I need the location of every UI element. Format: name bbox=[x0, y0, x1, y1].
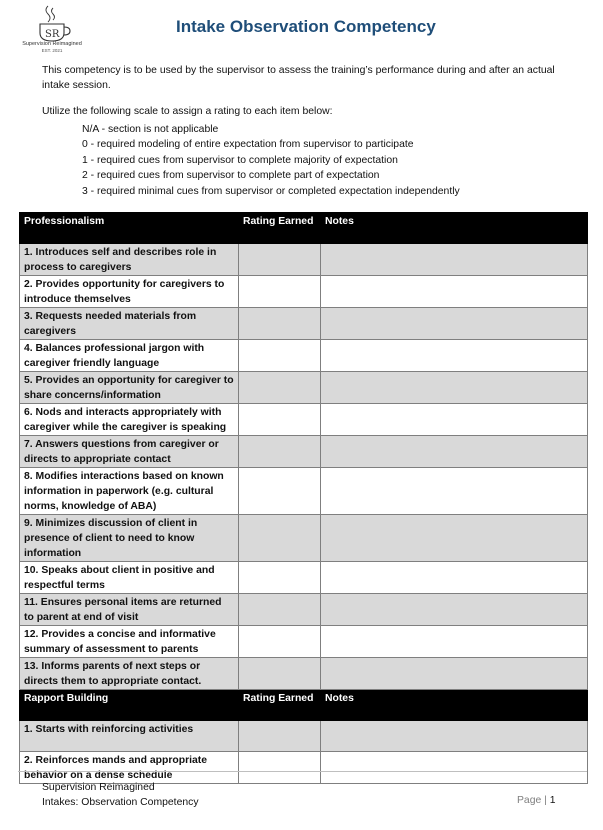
competency-table bbox=[19, 212, 588, 784]
table-row bbox=[20, 404, 588, 436]
table-row bbox=[20, 752, 588, 784]
rating-cell[interactable] bbox=[239, 721, 321, 752]
scale-item: 3 - required minimal cues from supervisor or completed expectation independently bbox=[82, 185, 460, 197]
logo-subtext: EST. 2021 bbox=[41, 48, 63, 53]
item-label: 8. Modifies interactions based on known information in paperwork (e.g. cultural norms, knowledge of ABA) bbox=[20, 468, 239, 515]
rating-cell[interactable] bbox=[239, 308, 321, 340]
table-row bbox=[20, 436, 588, 468]
notes-cell[interactable] bbox=[321, 721, 588, 752]
scale-intro: Utilize the following scale to assign a rating to each item below: bbox=[42, 106, 333, 117]
notes-cell[interactable] bbox=[321, 308, 588, 340]
scale-item: 0 - required modeling of entire expectation from supervisor to participate bbox=[82, 139, 414, 151]
table-row bbox=[20, 594, 588, 626]
page-separator: | bbox=[544, 795, 547, 806]
table-row bbox=[20, 276, 588, 308]
notes-cell[interactable] bbox=[321, 515, 588, 562]
table-row bbox=[20, 721, 588, 752]
footer-divider bbox=[18, 771, 587, 772]
rating-cell[interactable] bbox=[239, 562, 321, 594]
logo-text: Supervision Reimagined bbox=[22, 41, 82, 47]
item-label: 10. Speaks about client in positive and respectful terms bbox=[20, 562, 239, 594]
footer-line-1: Supervision Reimagined bbox=[42, 782, 155, 793]
intro-paragraph: This competency is to be used by the supervisor to assess the training’s performance during and after an actual intake session. bbox=[42, 65, 555, 91]
item-label: 11. Ensures personal items are returned to parent at end of visit bbox=[20, 594, 239, 626]
table-row bbox=[20, 515, 588, 562]
notes-column-header: Notes bbox=[321, 690, 588, 721]
rating-column-header: Rating Earned bbox=[239, 213, 321, 244]
item-label: 5. Provides an opportunity for caregiver to share concerns/information bbox=[20, 372, 239, 404]
notes-cell[interactable] bbox=[321, 244, 588, 276]
rating-cell[interactable] bbox=[239, 515, 321, 562]
rating-scale bbox=[82, 122, 460, 199]
item-label: 6. Nods and interacts appropriately with caregiver while the caregiver is speaking bbox=[20, 404, 239, 436]
page-title: Intake Observation Competency bbox=[176, 17, 436, 36]
page-label: Page bbox=[517, 795, 542, 806]
notes-cell[interactable] bbox=[321, 468, 588, 515]
rating-cell[interactable] bbox=[239, 244, 321, 276]
section-title: Rapport Building bbox=[20, 690, 239, 721]
scale-item: 2 - required cues from supervisor to complete part of expectation bbox=[82, 170, 380, 182]
rating-cell[interactable] bbox=[239, 340, 321, 372]
rating-column-header: Rating Earned bbox=[239, 690, 321, 721]
notes-cell[interactable] bbox=[321, 594, 588, 626]
notes-cell[interactable] bbox=[321, 340, 588, 372]
rating-cell[interactable] bbox=[239, 752, 321, 784]
item-label: 2. Provides opportunity for caregivers to introduce themselves bbox=[20, 276, 239, 308]
rating-cell[interactable] bbox=[239, 372, 321, 404]
item-label: 1. Starts with reinforcing activities bbox=[20, 721, 239, 752]
item-label: 4. Balances professional jargon with caregiver friendly language bbox=[20, 340, 239, 372]
item-label: 3. Requests needed materials from caregivers bbox=[20, 308, 239, 340]
item-label: 13. Informs parents of next steps or directs them to appropriate contact. bbox=[20, 658, 239, 690]
item-label: 12. Provides a concise and informative summary of assessment to parents bbox=[20, 626, 239, 658]
notes-cell[interactable] bbox=[321, 436, 588, 468]
notes-cell[interactable] bbox=[321, 658, 588, 690]
table-row bbox=[20, 340, 588, 372]
svg-text:SR: SR bbox=[45, 29, 60, 40]
notes-cell[interactable] bbox=[321, 626, 588, 658]
table-row bbox=[20, 562, 588, 594]
notes-cell[interactable] bbox=[321, 562, 588, 594]
table-row bbox=[20, 658, 588, 690]
notes-cell[interactable] bbox=[321, 404, 588, 436]
scale-item: N/A - section is not applicable bbox=[82, 124, 219, 135]
item-label: 7. Answers questions from caregiver or directs to appropriate contact bbox=[20, 436, 239, 468]
section-header-professionalism bbox=[20, 213, 588, 244]
rating-cell[interactable] bbox=[239, 658, 321, 690]
table-row bbox=[20, 626, 588, 658]
rating-cell[interactable] bbox=[239, 626, 321, 658]
section-header-rapport-building bbox=[20, 690, 588, 721]
rating-cell[interactable] bbox=[239, 468, 321, 515]
rating-cell[interactable] bbox=[239, 594, 321, 626]
page-number bbox=[517, 795, 556, 806]
notes-cell[interactable] bbox=[321, 276, 588, 308]
table-row bbox=[20, 372, 588, 404]
notes-cell[interactable] bbox=[321, 752, 588, 784]
rating-cell[interactable] bbox=[239, 276, 321, 308]
page-number-value: 1 bbox=[549, 795, 556, 806]
table-row bbox=[20, 468, 588, 515]
scale-item: 1 - required cues from supervisor to complete majority of expectation bbox=[82, 154, 398, 166]
footer bbox=[42, 780, 199, 810]
rating-cell[interactable] bbox=[239, 404, 321, 436]
notes-cell[interactable] bbox=[321, 372, 588, 404]
notes-column-header: Notes bbox=[321, 213, 588, 244]
item-label: 9. Minimizes discussion of client in presence of client to need to know information bbox=[20, 515, 239, 562]
footer-line-2: Intakes: Observation Competency bbox=[42, 797, 199, 808]
rating-cell[interactable] bbox=[239, 436, 321, 468]
table-row bbox=[20, 244, 588, 276]
section-title: Professionalism bbox=[20, 213, 239, 244]
item-label: 2. Reinforces mands and appropriate behavior on a dense schedule bbox=[20, 752, 239, 784]
table-row bbox=[20, 308, 588, 340]
item-label: 1. Introduces self and describes role in process to caregivers bbox=[20, 244, 239, 276]
